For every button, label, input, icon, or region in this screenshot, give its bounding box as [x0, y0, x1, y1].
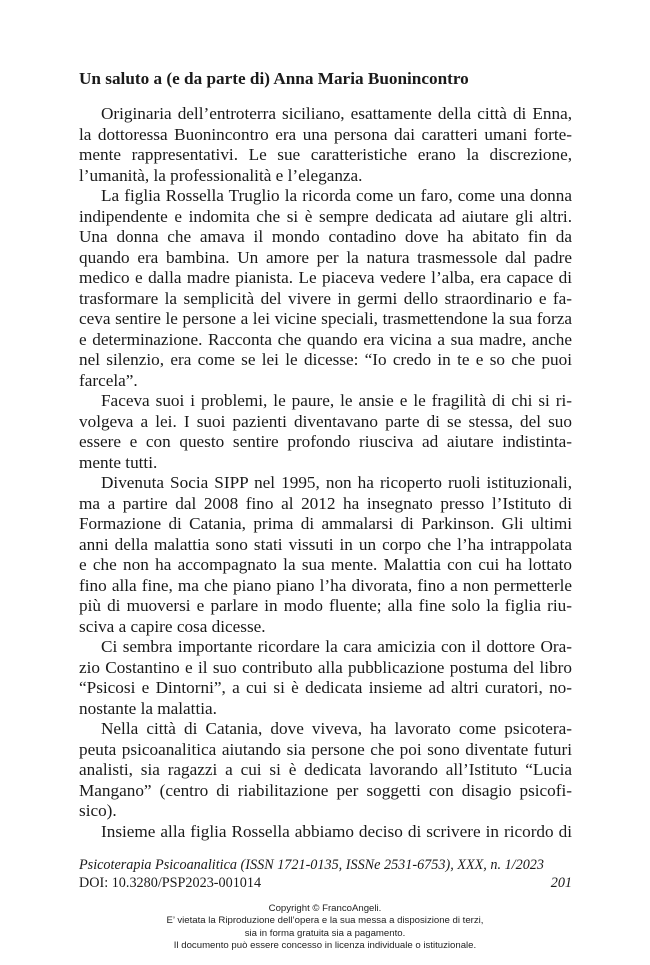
text-line: l’umanità, la professionalità e l’eleganza. — [79, 165, 363, 185]
copyright-line: E’ vietata la Riproduzione dell’opera e la sua messa a disposizione di terzi, — [166, 915, 484, 927]
text-line: quando era bambina. Un amore per la natura trasmessole dal padre — [79, 247, 572, 267]
text-line: peuta psicoanalitica aiutando sia persone che poi sono diventate futuri — [79, 739, 572, 759]
doi-row — [79, 874, 572, 892]
text-line: Ci sembra importante ricordare la cara amicizia con il dottore Ora- — [101, 637, 572, 656]
text-line: mente tutti. — [79, 452, 158, 472]
page-footer — [79, 856, 572, 892]
text-line: trasformare la semplicità del vivere in germi dello straordinario e fa- — [79, 288, 572, 308]
paragraph — [79, 104, 572, 186]
text-line: nostante la malattia. — [79, 698, 217, 718]
text-line: zio Costantino e il suo contributo alla pubblicazione postuma del libro — [79, 657, 572, 677]
text-line: Nella città di Catania, dove viveva, ha lavorato come psicotera- — [101, 719, 572, 738]
text-line: ma a partire dal 2008 fino al 2012 ha insegnato presso l’Istituto di — [79, 493, 572, 513]
text-line: medico e dalla madre pianista. Le piaceva vedere l’alba, era capace di — [79, 268, 572, 287]
article-title: Un saluto a (e da parte di) Anna Maria Buonincontro — [79, 69, 469, 88]
text-line: Originaria dell’entroterra siciliano, esattamente della città di Enna, — [101, 104, 572, 123]
text-line: sciva a capire cosa dicesse. — [79, 616, 266, 636]
text-line: Mangano” (centro di riabilitazione per soggetti con disagio psicofi- — [79, 780, 572, 800]
text-line: farcela”. — [79, 370, 138, 390]
paragraph — [79, 719, 572, 822]
paragraph — [79, 391, 572, 473]
article-body — [79, 104, 572, 842]
copyright-line: Copyright © FrancoAngeli. — [268, 903, 382, 914]
text-line: Insieme alla figlia Rossella abbiamo deciso di scrivere in ricordo di — [101, 821, 572, 841]
text-line: e determinazione. Racconta che quando era vicina a sua madre, anche — [79, 329, 572, 349]
copyright-line: Il documento può essere concesso in licenza individuale o istituzionale. — [173, 939, 477, 951]
journal-citation: Psicoterapia Psicoanalitica (ISSN 1721-0135, ISSNe 2531-6753), XXX, n. 1/2023 — [79, 857, 544, 873]
paragraph — [79, 637, 572, 719]
text-line: anni della malattia sono stati vissuti in un corpo che l’ha intrappolata — [79, 534, 572, 554]
text-line: volgeva a lei. I suoi pazienti diventavano parte di se stessa, del suo — [79, 411, 572, 431]
copyright-notice — [0, 903, 650, 952]
text-line: la dottoressa Buonincontro era una persona dai caratteri umani forte- — [79, 124, 572, 144]
text-line: indipendente e indomita che si è sempre dedicata ad aiutare gli altri. — [79, 206, 572, 226]
paragraph — [79, 822, 572, 843]
text-line: Faceva suoi i problemi, le paure, le ansie e le fragilità di chi si ri- — [101, 391, 572, 410]
text-line: più di muoversi e parlare in modo fluente; alla fine solo la figlia riu- — [79, 596, 572, 615]
text-line: mente rappresentativi. Le sue caratteristiche erano la discrezione, — [79, 145, 572, 164]
paragraph — [79, 473, 572, 637]
paragraph — [79, 186, 572, 391]
text-line: fino alla fine, ma che piano piano l’ha divorata, fino a non permetterle — [79, 575, 572, 595]
text-line: analisti, sia ragazzi a cui si è dedicata lavorando all’Istituto “Lucia — [79, 760, 572, 779]
text-line: sico). — [79, 801, 117, 820]
doi-label: DOI: 10.3280/PSP2023-001014 — [79, 875, 262, 891]
text-line: Una donna che amava il mondo contadino dove ha abitato fin da — [79, 227, 572, 246]
text-line: essere e con questo sentire profondo riusciva ad aiutare indistinta- — [79, 432, 572, 451]
copyright-line: sia in forma gratuita sia a pagamento. — [244, 927, 406, 939]
page-number: 201 — [550, 875, 572, 891]
text-line: Formazione di Catania, prima di ammalarsi di Parkinson. Gli ultimi — [79, 514, 572, 533]
text-line: ceva sentire le persone a lei vicine speciali, trasmettendone la sua forza — [79, 309, 572, 328]
text-line: La figlia Rossella Truglio la ricorda come un faro, come una donna — [101, 186, 572, 205]
text-line: “Psicosi e Dintorni”, a cui si è dedicata insieme ad altri curatori, no- — [79, 678, 572, 697]
text-line: e che non ha accompagnato la sua mente. Malattia con cui ha lottato — [79, 555, 572, 574]
text-line: Divenuta Socia SIPP nel 1995, non ha ricoperto ruoli istituzionali, — [101, 473, 572, 492]
text-line: nel silenzio, era come se lei le dicesse: “Io credo in te e so che puoi — [79, 350, 572, 369]
